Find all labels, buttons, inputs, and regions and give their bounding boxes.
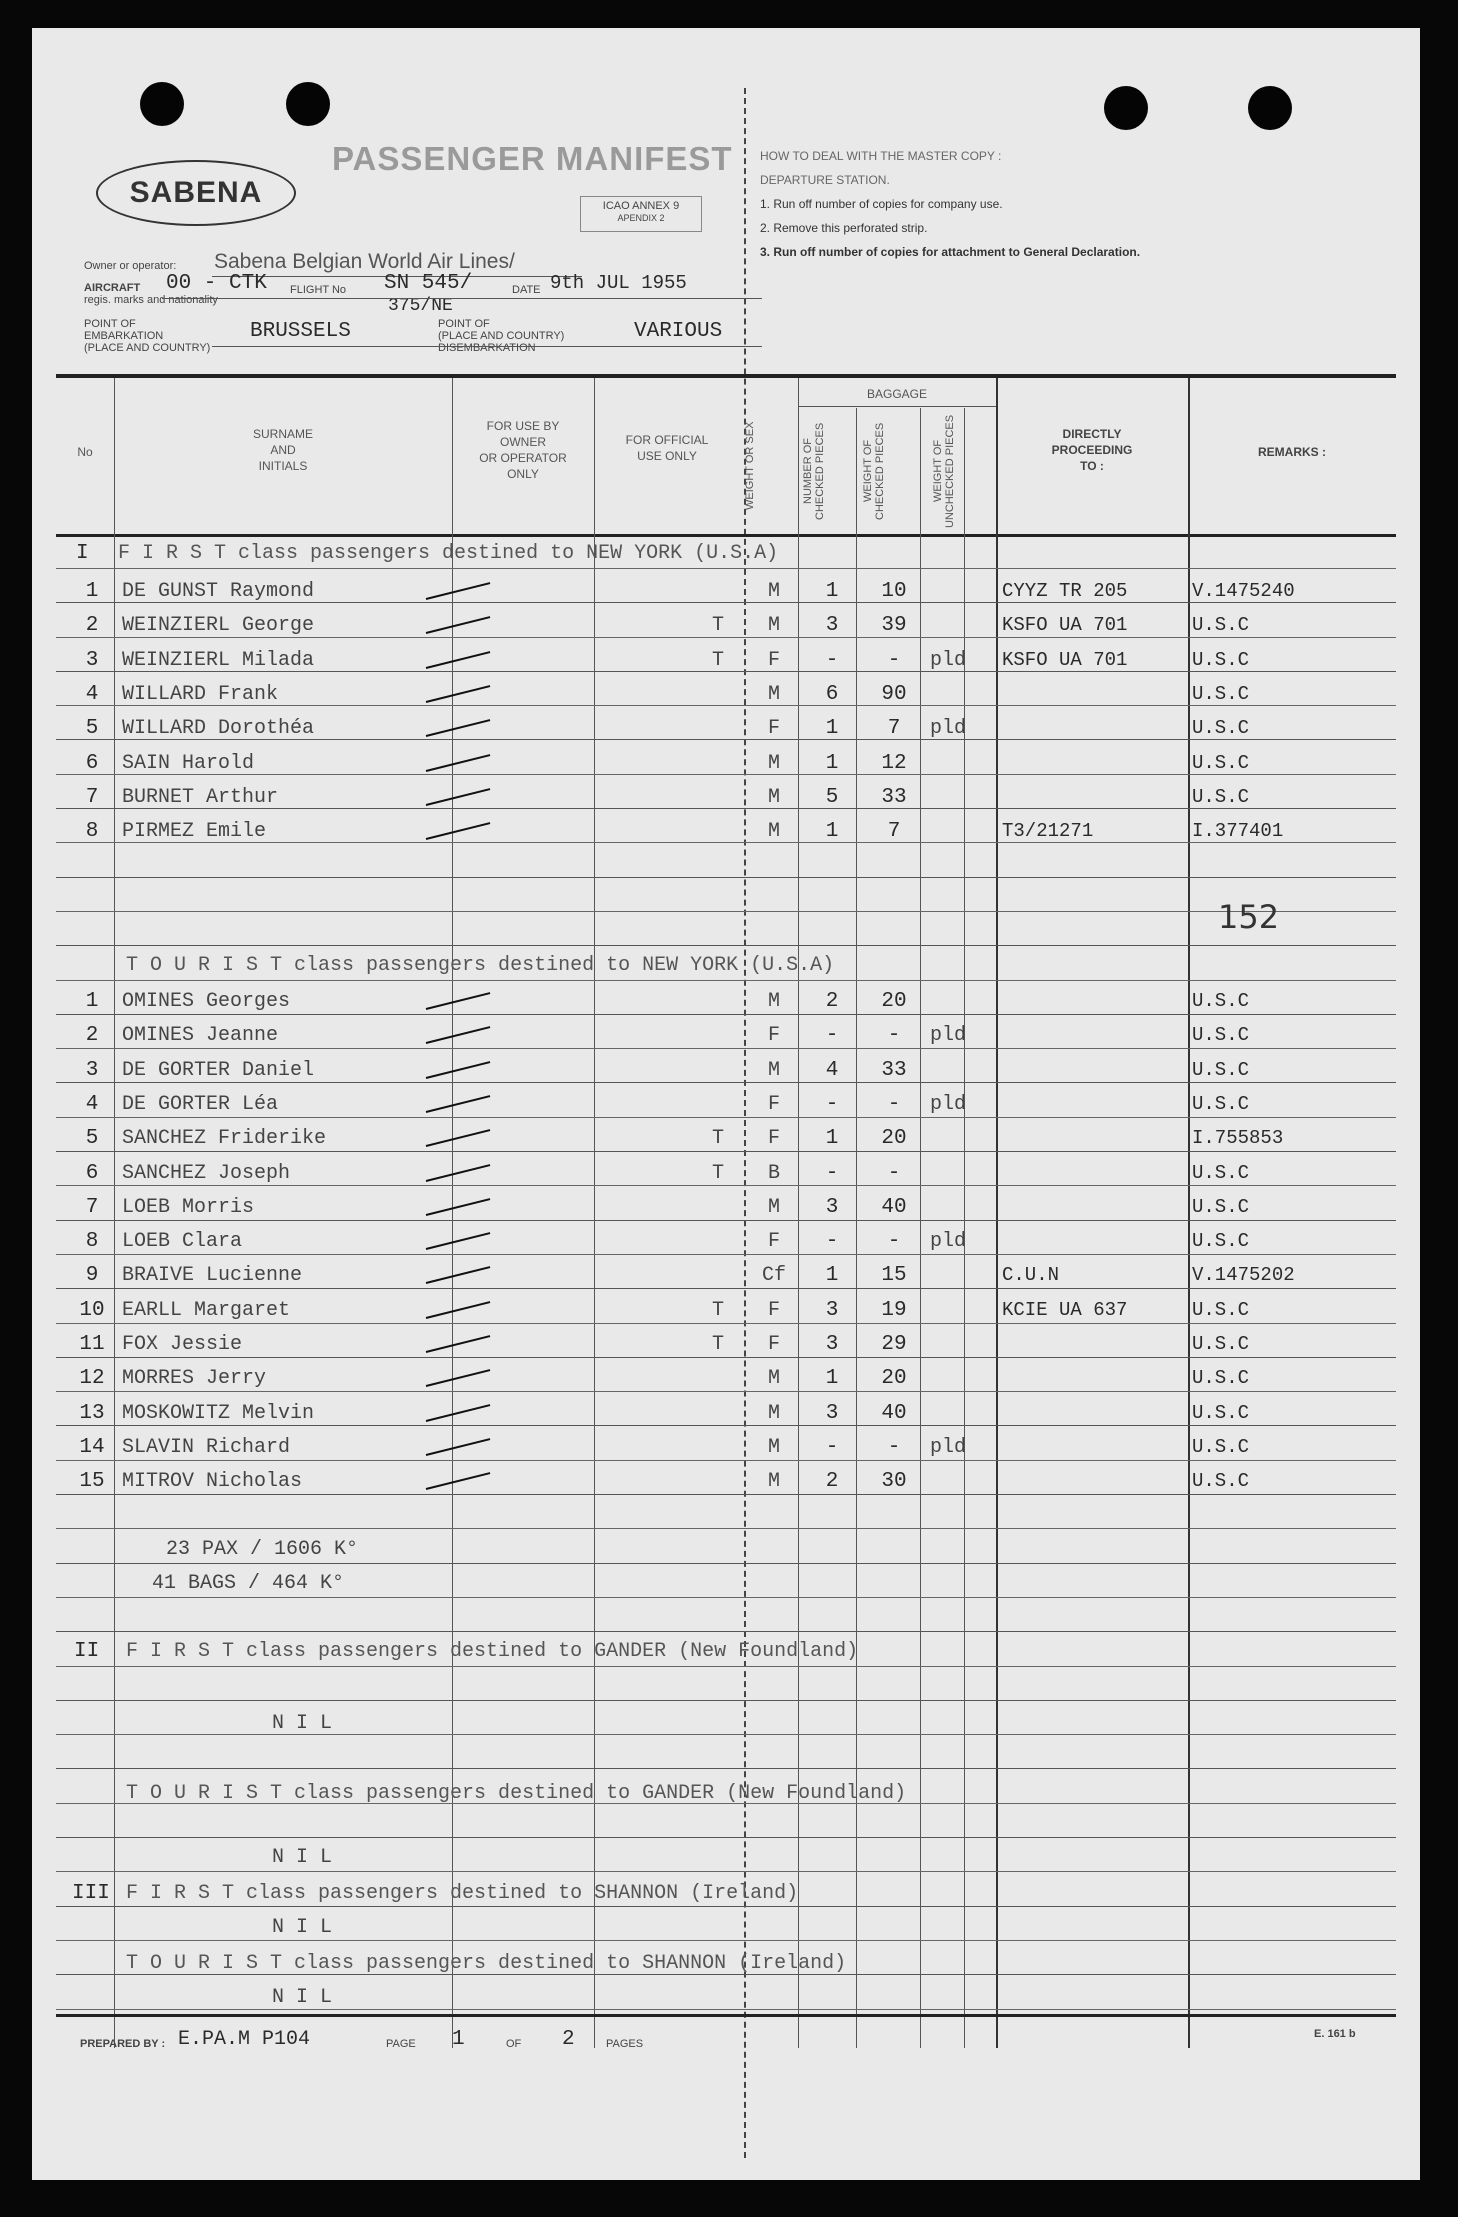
passenger-name: WILLARD Dorothéa xyxy=(122,717,315,741)
remarks-value: U.S.C xyxy=(1192,751,1250,774)
table-row xyxy=(32,1091,1420,1125)
table-row xyxy=(32,578,1420,612)
table-row xyxy=(32,715,1420,749)
proceeding-to: KSFO UA 701 xyxy=(1002,648,1128,671)
section-roman: II xyxy=(74,1640,100,1663)
section-heading: T O U R I S T class passengers destined to GANDER (New Foundland) xyxy=(126,1782,907,1805)
owner-value: Sabena Belgian World Air Lines/ xyxy=(214,250,515,273)
passenger-no: 12 xyxy=(79,1367,105,1391)
checked-weight: 33 xyxy=(881,785,907,809)
disembark-label: POINT OF (PLACE AND COUNTRY) DISEMBARKATION xyxy=(438,318,565,354)
checked-pieces: - xyxy=(825,1230,839,1254)
owner-label: Owner or operator: xyxy=(84,260,177,272)
remarks-value: U.S.C xyxy=(1192,1333,1250,1355)
passenger-sex: F xyxy=(767,1230,780,1254)
check-mark xyxy=(426,616,491,634)
table-row xyxy=(32,647,1420,681)
table-row xyxy=(32,681,1420,715)
nil-value: N I L xyxy=(272,1846,333,1869)
regis-label: regis. marks and nationality xyxy=(84,294,218,306)
official-mark: T xyxy=(712,1127,725,1151)
passenger-no: 3 xyxy=(85,1058,99,1082)
passenger-no: 10 xyxy=(79,1298,105,1322)
checked-pieces: - xyxy=(825,1161,839,1185)
col-owner: FOR USE BY OWNER OR OPERATOR ONLY xyxy=(479,419,567,481)
passenger-sex: M xyxy=(767,785,780,809)
remarks-value: U.S.C xyxy=(1192,614,1250,637)
passenger-sex: M xyxy=(767,1195,780,1219)
passenger-name: PIRMEZ Emile xyxy=(122,820,267,844)
total-pax: 23 PAX / 1606 K° xyxy=(166,1538,359,1561)
proceeding-to: KSFO UA 701 xyxy=(1002,614,1128,637)
remarks-value: U.S.C xyxy=(1192,1367,1250,1390)
passenger-sex: M xyxy=(767,1058,780,1082)
passenger-name: BRAIVE Lucienne xyxy=(122,1264,303,1288)
punch-hole xyxy=(140,82,184,126)
passenger-no: 4 xyxy=(85,682,99,706)
passenger-sex: M xyxy=(767,1435,780,1459)
check-mark xyxy=(426,1266,491,1284)
checked-pieces: 1 xyxy=(825,751,839,775)
table-row xyxy=(32,1365,1420,1399)
table-row xyxy=(32,818,1420,852)
check-mark xyxy=(426,1095,491,1113)
table-row xyxy=(32,750,1420,784)
remarks-value: U.S.C xyxy=(1192,990,1250,1012)
nil-value: N I L xyxy=(272,1916,333,1939)
passenger-no: 2 xyxy=(85,1024,99,1048)
section-heading: T O U R I S T class passengers destined to SHANNON (Ireland) xyxy=(126,1952,847,1975)
punch-hole xyxy=(286,82,330,126)
checked-weight: - xyxy=(887,1230,901,1254)
remarks-value: U.S.C xyxy=(1192,682,1250,705)
passenger-no: 7 xyxy=(85,785,99,809)
table-row xyxy=(32,1022,1420,1056)
passenger-sex: M xyxy=(767,751,780,775)
official-mark: T xyxy=(712,648,725,672)
section-heading: F I R S T class passengers destined to SHANNON (Ireland) xyxy=(126,1882,799,1905)
passenger-sex: M xyxy=(767,1470,780,1494)
checked-pieces: 5 xyxy=(825,785,839,809)
remarks-value: U.S.C xyxy=(1192,1401,1250,1424)
proceeding-to: C.U.N xyxy=(1002,1264,1060,1287)
passenger-sex: F xyxy=(767,1127,780,1151)
col-remarks: REMARKS : xyxy=(1258,445,1326,459)
checked-pieces: 1 xyxy=(825,580,839,603)
check-mark xyxy=(426,1129,491,1147)
disembark-value: VARIOUS xyxy=(634,320,723,343)
check-mark xyxy=(426,685,491,703)
pages-label: PAGES xyxy=(606,2038,644,2050)
passenger-name: MOSKOWITZ Melvin xyxy=(122,1401,315,1425)
table-row xyxy=(32,1125,1420,1159)
table-row xyxy=(32,784,1420,818)
passenger-sex: M xyxy=(767,614,780,638)
check-mark xyxy=(426,651,491,669)
passenger-no: 8 xyxy=(85,1230,99,1254)
passenger-name: FOX Jessie xyxy=(122,1333,243,1356)
checked-weight: 7 xyxy=(887,717,901,741)
passenger-name: SANCHEZ Joseph xyxy=(122,1161,291,1185)
passenger-no: 5 xyxy=(85,717,99,741)
col-proceeding: DIRECTLY PROCEEDING TO : xyxy=(1051,427,1133,473)
flight-value-2: 375/NE xyxy=(388,296,453,316)
table-row xyxy=(32,1400,1420,1434)
table-row xyxy=(32,1297,1420,1331)
section-heading: F I R S T class passengers destined to NEW YORK (U.S.A) xyxy=(118,542,779,565)
unchecked-weight: pld xyxy=(930,1230,967,1254)
passenger-sex: M xyxy=(767,990,780,1013)
checked-weight: - xyxy=(887,648,901,672)
punch-hole xyxy=(1104,86,1148,130)
checked-weight: - xyxy=(887,1161,901,1185)
passenger-no: 5 xyxy=(85,1127,99,1151)
checked-weight: 20 xyxy=(881,990,907,1013)
remarks-value: U.S.C xyxy=(1192,1435,1250,1458)
of-value: 2 xyxy=(562,2028,575,2051)
passenger-name: MORRES Jerry xyxy=(122,1367,267,1391)
checked-weight: 39 xyxy=(881,614,907,638)
section-heading: T O U R I S T class passengers destined to NEW YORK (U.S.A) xyxy=(126,954,835,977)
proceeding-to: T3/21271 xyxy=(1002,820,1094,843)
col-surname: SURNAME AND INITIALS xyxy=(252,427,313,473)
form-code: E. 161 b xyxy=(1314,2028,1356,2040)
check-mark xyxy=(426,1472,491,1490)
flight-label: FLIGHT No xyxy=(290,284,347,296)
checked-weight: - xyxy=(887,1435,901,1459)
passenger-sex: Cf xyxy=(761,1264,786,1288)
official-mark: T xyxy=(712,1298,725,1322)
check-mark xyxy=(426,1335,491,1353)
manifest-title: PASSENGER MANIFEST xyxy=(332,140,733,177)
col-no: No xyxy=(77,445,93,459)
passenger-name: LOEB Clara xyxy=(122,1230,243,1254)
prepared-label: PREPARED BY : xyxy=(80,2038,166,2050)
check-mark xyxy=(426,1061,491,1079)
passenger-no: 3 xyxy=(85,648,99,672)
checked-pieces: 1 xyxy=(825,1264,839,1288)
nil-value: N I L xyxy=(272,1986,333,2009)
passenger-sex: M xyxy=(767,682,780,706)
passenger-no: 1 xyxy=(85,990,99,1013)
table-row xyxy=(32,1194,1420,1228)
checked-pieces: 3 xyxy=(825,614,839,638)
checked-weight: 30 xyxy=(881,1470,907,1494)
remarks-value: U.S.C xyxy=(1192,1470,1250,1493)
table-row xyxy=(32,1468,1420,1502)
unchecked-weight: pld xyxy=(930,1435,967,1459)
manifest-sheet xyxy=(32,28,1420,2180)
passenger-sex: M xyxy=(767,580,780,603)
remarks-value: U.S.C xyxy=(1192,648,1250,671)
checked-weight: 90 xyxy=(881,682,907,706)
date-label: DATE xyxy=(512,284,541,296)
col-baggage: BAGGAGE xyxy=(866,387,928,401)
checked-pieces: 2 xyxy=(825,990,839,1013)
prepared-value: E.PA.M P104 xyxy=(178,2028,311,2051)
remarks-value: U.S.C xyxy=(1192,1092,1250,1115)
checked-weight: 40 xyxy=(881,1401,907,1425)
checked-weight: 29 xyxy=(881,1333,907,1356)
checked-weight: - xyxy=(887,1092,901,1116)
checked-weight: 10 xyxy=(881,580,907,603)
check-mark xyxy=(426,992,491,1010)
passenger-name: OMINES Georges xyxy=(122,990,291,1013)
passenger-sex: M xyxy=(767,1367,780,1391)
table-row xyxy=(32,1228,1420,1262)
checked-weight: 7 xyxy=(887,820,901,844)
table-row xyxy=(32,988,1420,1022)
date-value: 9th JUL 1955 xyxy=(550,272,687,294)
checked-pieces: 3 xyxy=(825,1298,839,1322)
icao-box: ICAO ANNEX 9 APENDIX 2 xyxy=(580,196,702,232)
col-official: FOR OFFICIAL USE ONLY xyxy=(625,433,709,463)
passenger-no: 6 xyxy=(85,751,99,775)
remarks-value: I.755853 xyxy=(1192,1127,1284,1150)
passenger-sex: M xyxy=(767,1401,780,1425)
aircraft-label: AIRCRAFT xyxy=(84,282,141,294)
check-mark xyxy=(426,582,491,600)
check-mark xyxy=(426,1438,491,1456)
checked-pieces: - xyxy=(825,1024,839,1048)
passenger-name: WEINZIERL Milada xyxy=(122,648,315,672)
remarks-value: I.377401 xyxy=(1192,820,1284,843)
passenger-no: 9 xyxy=(85,1264,99,1288)
checked-pieces: 1 xyxy=(825,1127,839,1151)
checked-weight: 12 xyxy=(881,751,907,775)
passenger-name: SLAVIN Richard xyxy=(122,1435,291,1459)
checked-weight: 20 xyxy=(881,1367,907,1391)
unchecked-weight: pld xyxy=(930,1024,967,1048)
passenger-sex: F xyxy=(767,1298,780,1322)
page-label: PAGE xyxy=(386,2038,416,2050)
nil-value: N I L xyxy=(272,1712,333,1735)
table-row xyxy=(32,1434,1420,1468)
check-mark xyxy=(426,1198,491,1216)
check-mark xyxy=(426,1164,491,1182)
passenger-sex: M xyxy=(767,820,780,844)
aircraft-value: 00 - CTK xyxy=(166,272,267,295)
checked-weight: 20 xyxy=(881,1127,907,1151)
check-mark xyxy=(426,719,491,737)
passenger-sex: F xyxy=(767,1024,780,1048)
checked-pieces: 2 xyxy=(825,1470,839,1494)
passenger-no: 13 xyxy=(79,1401,105,1425)
remarks-value: U.S.C xyxy=(1192,1230,1250,1253)
passenger-no: 6 xyxy=(85,1161,99,1185)
official-mark: T xyxy=(712,1161,725,1185)
table-row xyxy=(32,1160,1420,1194)
checked-pieces: 3 xyxy=(825,1195,839,1219)
embark-value: BRUSSELS xyxy=(250,320,351,343)
remarks-value: U.S.C xyxy=(1192,1161,1250,1184)
passenger-no: 7 xyxy=(85,1195,99,1219)
col-weight-sex: WEIGHT OR SEX xyxy=(744,421,756,511)
checked-pieces: 3 xyxy=(825,1401,839,1425)
checked-weight: 19 xyxy=(881,1298,907,1322)
passenger-name: DE GORTER Léa xyxy=(122,1092,279,1116)
passenger-no: 14 xyxy=(79,1435,105,1459)
passenger-name: WILLARD Frank xyxy=(122,682,279,706)
checked-pieces: 6 xyxy=(825,682,839,706)
unchecked-weight: pld xyxy=(930,717,967,741)
check-mark xyxy=(426,1369,491,1387)
handwritten-152: 152 xyxy=(1218,898,1280,936)
passenger-sex: F xyxy=(767,1092,780,1116)
remarks-value: V.1475202 xyxy=(1192,1264,1295,1287)
proceeding-to: KCIE UA 637 xyxy=(1002,1298,1128,1321)
check-mark xyxy=(426,1026,491,1044)
passenger-sex: F xyxy=(767,717,780,741)
passenger-name: OMINES Jeanne xyxy=(122,1024,279,1048)
check-mark xyxy=(426,1404,491,1422)
passenger-sex: F xyxy=(767,648,780,672)
check-mark xyxy=(426,754,491,772)
passenger-no: 1 xyxy=(85,580,99,603)
official-mark: T xyxy=(712,614,725,638)
section-heading: F I R S T class passengers destined to GANDER (New Foundland) xyxy=(126,1640,859,1663)
passenger-name: DE GORTER Daniel xyxy=(122,1058,315,1082)
checked-pieces: 4 xyxy=(825,1058,839,1082)
col-checked-weight: WEIGHT OF CHECKED PIECES xyxy=(862,422,886,520)
passenger-sex: B xyxy=(767,1161,780,1185)
passenger-name: SANCHEZ Friderike xyxy=(122,1127,327,1151)
remarks-value: V.1475240 xyxy=(1192,580,1295,602)
remarks-value: U.S.C xyxy=(1192,785,1250,808)
flight-value: SN 545/ xyxy=(384,272,473,295)
proceeding-to: CYYZ TR 205 xyxy=(1002,580,1128,602)
remarks-value: U.S.C xyxy=(1192,1058,1250,1081)
checked-weight: 15 xyxy=(881,1264,907,1288)
passenger-name: SAIN Harold xyxy=(122,751,255,775)
unchecked-weight: pld xyxy=(930,648,967,672)
checked-pieces: - xyxy=(825,648,839,672)
page-value: 1 xyxy=(452,2028,465,2051)
table-row xyxy=(32,1057,1420,1091)
remarks-value: U.S.C xyxy=(1192,1298,1250,1321)
remarks-value: U.S.C xyxy=(1192,1024,1250,1047)
passenger-no: 8 xyxy=(85,820,99,844)
official-mark: T xyxy=(712,1333,725,1356)
check-mark xyxy=(426,788,491,806)
passenger-sex: F xyxy=(767,1333,780,1356)
passenger-name: LOEB Morris xyxy=(122,1195,255,1219)
checked-pieces: - xyxy=(825,1092,839,1116)
passenger-no: 11 xyxy=(79,1333,105,1356)
checked-pieces: - xyxy=(825,1435,839,1459)
table-row xyxy=(32,1262,1420,1296)
section-roman: I xyxy=(76,542,89,565)
checked-pieces: 1 xyxy=(825,1367,839,1391)
of-label: OF xyxy=(506,2038,522,2050)
embark-label: POINT OF EMBARKATION (PLACE AND COUNTRY) xyxy=(84,318,211,354)
col-unchecked-weight: WEIGHT OF UNCHECKED PIECES xyxy=(932,414,956,528)
checked-weight: 40 xyxy=(881,1195,907,1219)
remarks-value: U.S.C xyxy=(1192,1195,1250,1218)
checked-weight: 33 xyxy=(881,1058,907,1082)
section-roman: III xyxy=(72,1882,110,1905)
punch-hole xyxy=(1248,86,1292,130)
remarks-value: U.S.C xyxy=(1192,717,1250,740)
table-row xyxy=(32,1331,1420,1365)
unchecked-weight: pld xyxy=(930,1092,967,1116)
check-mark xyxy=(426,1232,491,1250)
passenger-name: WEINZIERL George xyxy=(122,614,315,638)
check-mark xyxy=(426,1301,491,1319)
passenger-no: 4 xyxy=(85,1092,99,1116)
passenger-name: DE GUNST Raymond xyxy=(122,580,315,603)
passenger-name: MITROV Nicholas xyxy=(122,1470,303,1494)
passenger-no: 2 xyxy=(85,614,99,638)
passenger-name: BURNET Arthur xyxy=(122,785,279,809)
checked-weight: - xyxy=(887,1024,901,1048)
col-checked-pieces: NUMBER OF CHECKED PIECES xyxy=(802,422,826,520)
checked-pieces: 1 xyxy=(825,717,839,741)
checked-pieces: 1 xyxy=(825,820,839,844)
checked-pieces: 3 xyxy=(825,1333,839,1356)
passenger-name: EARLL Margaret xyxy=(122,1298,291,1322)
instructions: HOW TO DEAL WITH THE MASTER COPY : DEPARTURE STATION. 1. Run off number of copies for company use. 2. Remove this perforated strip. 3. Run off number of copies for attachment to General Declaration. xyxy=(760,149,1141,259)
total-bags: 41 BAGS / 464 K° xyxy=(152,1572,345,1595)
passenger-no: 15 xyxy=(79,1470,105,1494)
sabena-logo: SABENA xyxy=(96,160,296,226)
check-mark xyxy=(426,822,491,840)
table-row xyxy=(32,612,1420,646)
